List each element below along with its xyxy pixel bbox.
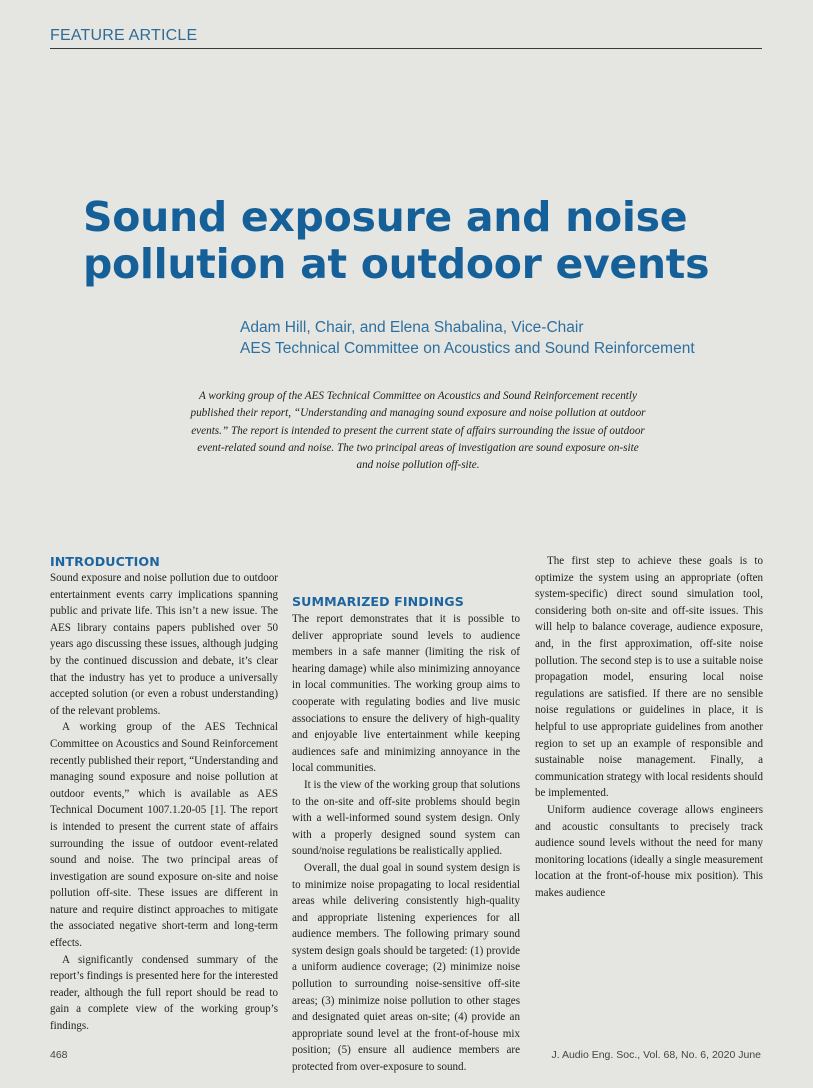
findings-paragraph-3: Overall, the dual goal in sound system design is to minimize noise propagating to local residential areas while delivering consistently high-quality and appropriate listening experiences for all audience members. The following primary sound system design goals should be targeted: (1) provide a uniform audience coverage; (2) minimize noise pollution to surrounding noise-sensitive off-site areas; (3) minimize noise pollution to other stages and designated quiet areas on-site; (4) provide an appropriate sound level at the front-of-house mix position; (5) ensure all audience members are protected from over-exposure to sound.	[292, 861, 520, 1074]
affiliation-line: AES Technical Committee on Acoustics and Sound Reinforcement	[240, 340, 695, 357]
body-column-3	[535, 553, 763, 1038]
intro-paragraph-1: Sound exposure and noise pollution due to outdoor entertainment events carry implications spanning public and private life. This isn’t a new issue. The AES library contains papers published over 50 years ago discussing these issues, although judging by the continued discussion and debate, it’s clear that the industry has yet to produce a universally accepted solution (or even a robust understanding) of the relevant problems.	[50, 572, 278, 717]
intro-paragraph-2: A working group of the AES Technical Committee on Acoustics and Sound Reinforcement recently published their report, “Understanding and managing sound exposure and noise pollution at outdoor events,” which is available as AES Technical Document 1007.1.20-05 [1]. The report is intended to present the current state of affairs surrounding the issue of outdoor event-related sound and noise. The two principal areas of investigation are sound exposure on-site and noise pollution off-site. These issues are different in nature and require distinct approaches to mitigate the associated negative short-term and long-term effects.	[50, 721, 278, 950]
header-divider	[50, 48, 762, 49]
findings-paragraph-5: Uniform audience coverage allows engineers and acoustic consultants to precisely track audience sound levels without the need for many monitoring locations (ideally a single measurement location at the front-of-house mix position). This makes audience	[535, 803, 763, 899]
introduction-heading: INTRODUCTION	[50, 554, 160, 569]
continued-text-spacer	[292, 553, 520, 586]
body-column-1	[50, 553, 278, 1038]
findings-paragraph-1: The report demonstrates that it is possible to deliver appropriate sound levels to audience members in a safe manner (limiting the risk of hearing damage) while also minimizing annoyance in local communities. The working group aims to cooperate with regulating bodies and live music associations to ensure the delivery of high-quality and enjoyable live entertainment while keeping audiences safe and minimizing annoyance in the local communities.	[292, 613, 520, 775]
page-number: 468	[50, 1049, 68, 1061]
journal-citation: J. Audio Eng. Soc., Vol. 68, No. 6, 2020 June	[551, 1049, 761, 1061]
authors-line: Adam Hill, Chair, and Elena Shabalina, Vice-Chair	[240, 319, 584, 336]
findings-paragraph-2: It is the view of the working group that solutions to the on-site and off-site problems should begin with a well-informed sound system design. Only with a properly designed sound system can sound/noise regulations be realistically applied.	[292, 778, 520, 858]
article-title: Sound exposure and noise pollution at outdoor events	[83, 193, 710, 288]
findings-heading: SUMMARIZED FINDINGS	[292, 594, 464, 609]
article-abstract: A working group of the AES Technical Committee on Acoustics and Sound Reinforcement recently published their report, “Understanding and managing sound exposure and noise pollution at outdoor events.” The report is intended to present the current state of affairs surrounding the issue of outdoor event-related sound and noise. The two principal areas of investigation are sound exposure on-site and noise pollution off-site.	[190, 390, 646, 472]
intro-paragraph-3: A significantly condensed summary of the report’s findings is presented here for the interested reader, although the full report should be read to gain a complete view of the working group’s findings.	[50, 953, 278, 1033]
section-label: FEATURE ARTICLE	[50, 27, 198, 44]
findings-paragraph-4: The first step to achieve these goals is to optimize the system using an appropriate (often system-specific) direct sound simulation tool, considering both on-site and off-site issues. This will help to balance coverage, audience exposure, and, in the first approximation, off-site noise pollution. The second step is to use a suitable noise propagation model, ensuring local noise regulations are satisfied. If there are no sensible noise regulations or guidelines in place, it is helpful to use appropriate guidelines from another region to set up an example of responsible and sustainable noise management. Finally, a communication strategy with local residents should be implemented.	[535, 555, 763, 800]
body-column-2	[292, 553, 520, 1074]
author-block	[240, 317, 800, 359]
